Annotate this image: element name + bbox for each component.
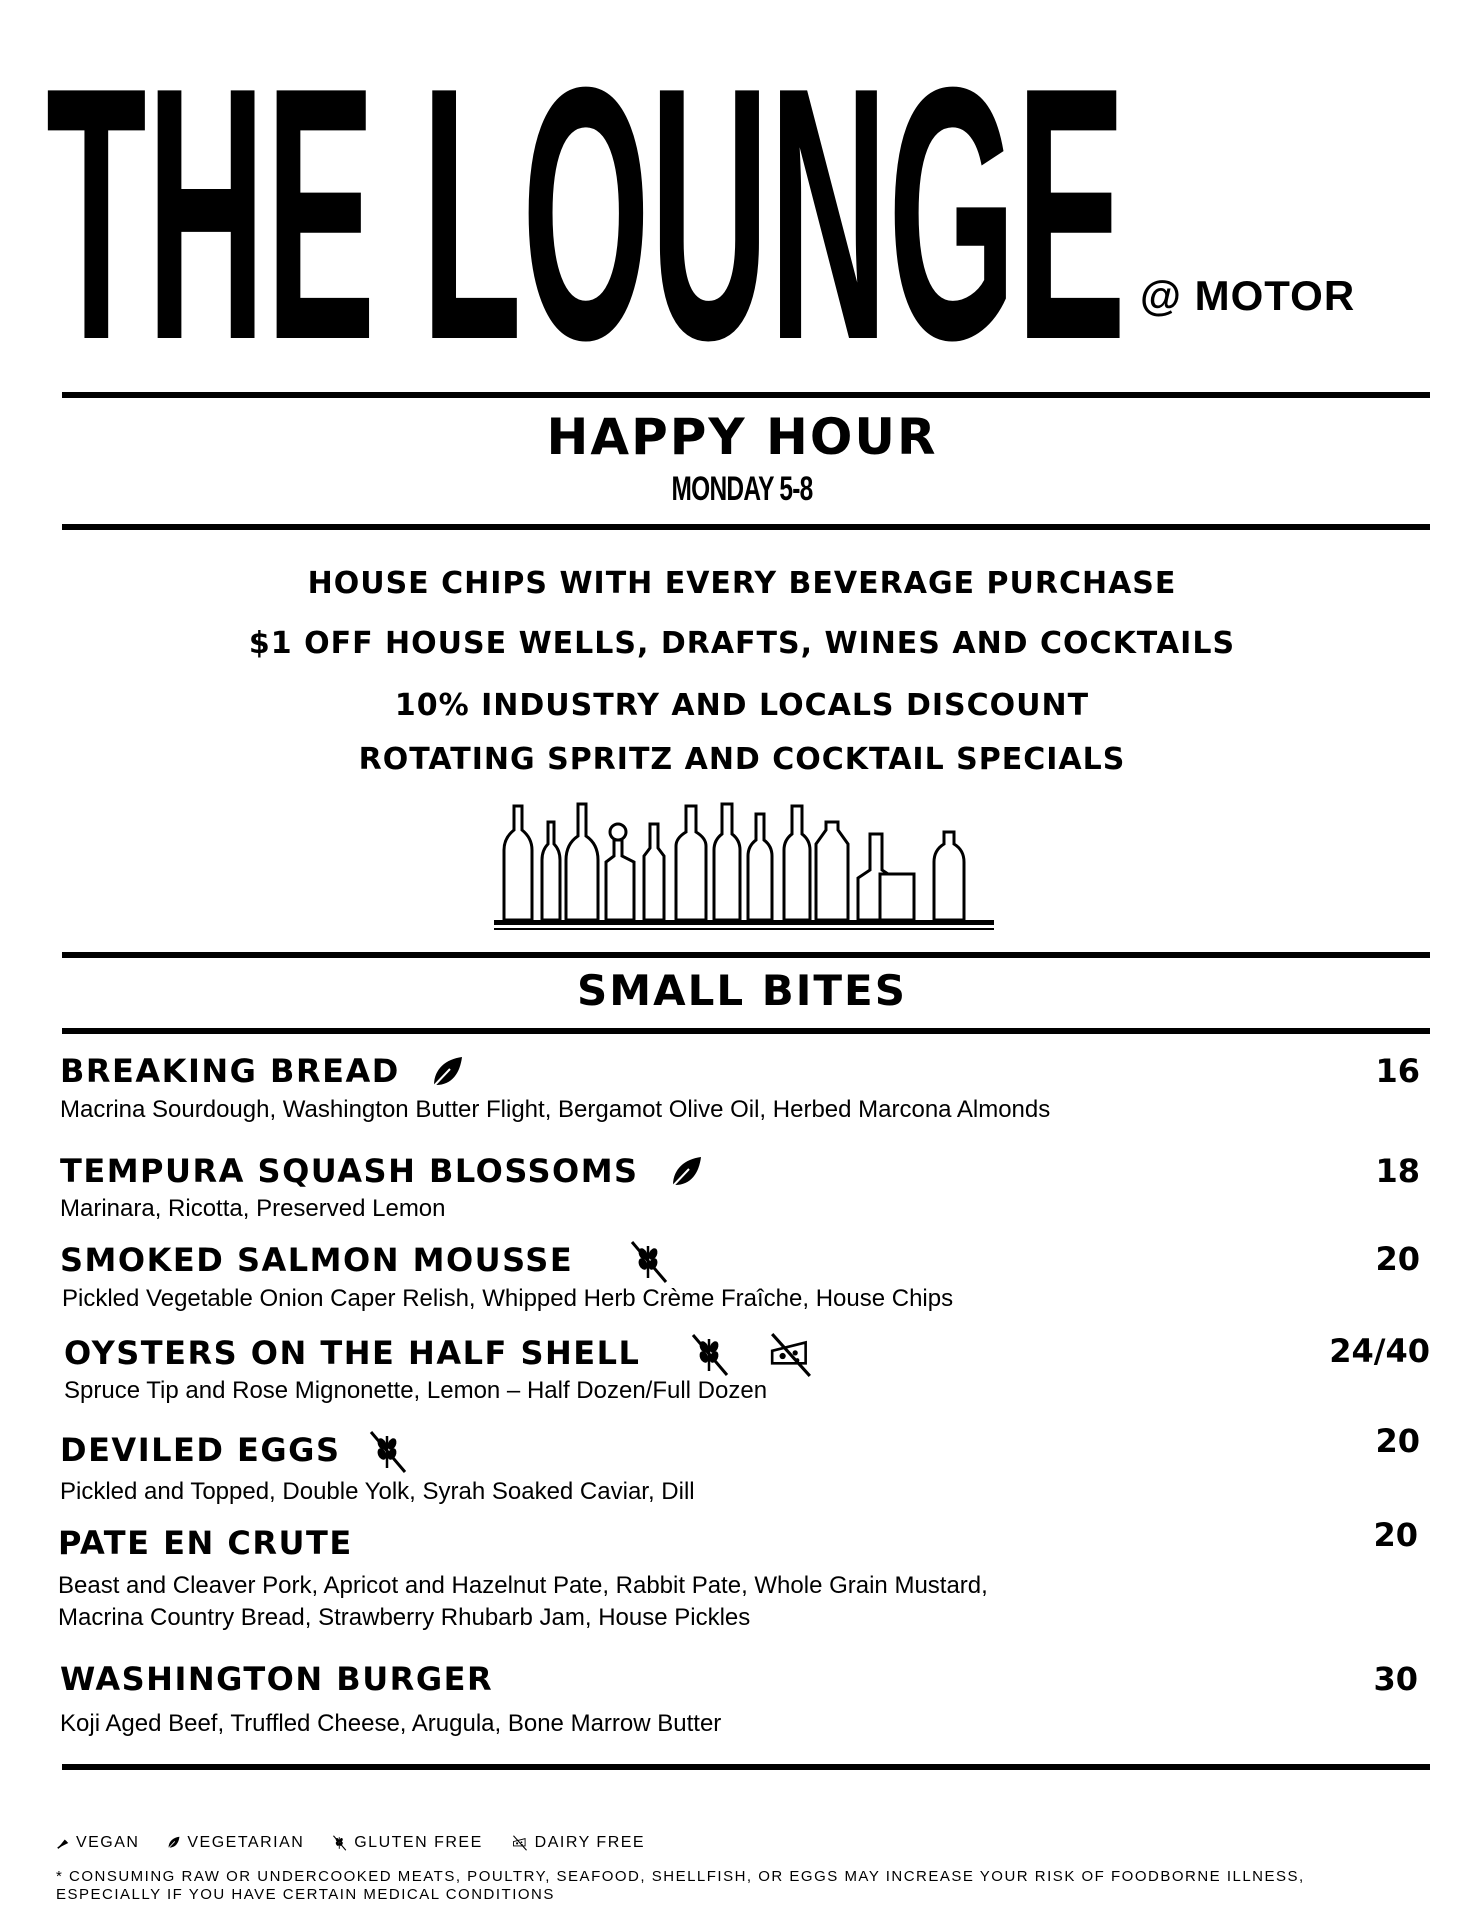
legend-gluten-free	[332, 1834, 488, 1851]
dairy-free-icon	[511, 1835, 529, 1851]
happy-hour-heading: HAPPY HOUR	[546, 408, 938, 466]
promo-line: 10% INDUSTRY AND LOCALS DISCOUNT	[394, 688, 1090, 723]
menu-item-price: 20	[1373, 1516, 1418, 1554]
promo-line: ROTATING SPRITZ AND COCKTAIL SPECIALS	[358, 742, 1126, 777]
food-safety-disclaimer	[56, 1868, 1456, 1904]
divider-small-bites	[62, 1028, 1430, 1034]
legend-dairy-free-label: DAIRY FREE	[534, 1834, 646, 1851]
menu-item-title: PATE EN CRUTE	[58, 1524, 353, 1562]
menu-item-name	[58, 1524, 353, 1562]
menu-item-title: SMOKED SALMON MOUSSE	[60, 1241, 574, 1279]
menu-item-price: 18	[1375, 1152, 1420, 1190]
divider-happy-hour	[62, 524, 1430, 530]
menu-item-title: WASHINGTON BURGER	[60, 1660, 494, 1698]
menu-item-title: DEVILED EGGS	[60, 1431, 341, 1469]
menu-item-price: 24/40	[1329, 1332, 1430, 1370]
legend-vegetarian	[167, 1834, 310, 1851]
promo-line: $1 OFF HOUSE WELLS, DRAFTS, WINES AND COCKTAILS	[248, 626, 1236, 661]
dietary-legend	[56, 1834, 667, 1852]
legend-dairy-free	[511, 1834, 645, 1851]
menu-item-name	[64, 1332, 814, 1378]
brand-logo: @ MOTOR	[1140, 272, 1356, 319]
vegan-icon	[56, 1835, 70, 1851]
menu-item-title: OYSTERS ON THE HALF SHELL	[64, 1334, 641, 1372]
menu-item-name	[60, 1240, 672, 1284]
divider-bottles	[62, 952, 1430, 958]
menu-item-description: Spruce Tip and Rose Mignonette, Lemon – Half Dozen/Full Dozen	[64, 1377, 768, 1404]
vegetarian-icon	[430, 1055, 468, 1091]
legend-vegan	[56, 1834, 145, 1851]
menu-item-price: 16	[1375, 1052, 1420, 1090]
menu-item-description: Beast and Cleaver Pork, Apricot and Hazelnut Pate, Rabbit Pate, Whole Grain Mustard,	[58, 1572, 988, 1599]
disclaimer-line: * CONSUMING RAW OR UNDERCOOKED MEATS, POULTRY, SEAFOOD, SHELLFISH, OR EGGS MAY INCREASE YOUR RISK OF FOODBORNE ILLNESS,	[56, 1868, 1305, 1885]
menu-item-title: BREAKING BREAD	[60, 1052, 400, 1090]
legend-gluten-free-label: GLUTEN FREE	[354, 1834, 483, 1851]
menu-item-description: Koji Aged Beef, Truffled Cheese, Arugula, Bone Marrow Butter	[60, 1710, 722, 1737]
gluten-free-icon	[367, 1430, 411, 1474]
menu-item-description: Macrina Country Bread, Strawberry Rhubarb Jam, House Pickles	[58, 1604, 751, 1631]
menu-item-name	[60, 1430, 411, 1474]
bottles-illustration	[494, 800, 994, 932]
menu-item-name	[60, 1052, 468, 1091]
gluten-free-icon	[628, 1240, 672, 1284]
menu-item-description: Pickled Vegetable Onion Caper Relish, Whipped Herb Crème Fraîche, House Chips	[62, 1285, 954, 1312]
lounge-title	[46, 46, 1126, 346]
menu-item-name	[60, 1152, 707, 1191]
legend-vegetarian-label: VEGETARIAN	[187, 1834, 305, 1851]
menu-item-price: 20	[1375, 1240, 1420, 1278]
menu-item-price: 20	[1375, 1422, 1420, 1460]
divider-bottom	[62, 1764, 1430, 1770]
menu-item-name	[60, 1660, 493, 1698]
lounge-title-text: THE LOUNGE	[46, 46, 1126, 346]
gluten-free-icon	[332, 1835, 348, 1851]
gluten-free-icon	[689, 1333, 733, 1377]
menu-item-description: Marinara, Ricotta, Preserved Lemon	[60, 1195, 446, 1222]
menu-item-price: 30	[1373, 1660, 1418, 1698]
small-bites-heading: SMALL BITES	[577, 966, 907, 1015]
vegetarian-icon	[669, 1155, 707, 1191]
menu-item-title: TEMPURA SQUASH BLOSSOMS	[60, 1152, 639, 1190]
promo-line: HOUSE CHIPS WITH EVERY BEVERAGE PURCHASE	[307, 566, 1177, 601]
dairy-free-icon	[768, 1332, 814, 1378]
divider-top	[62, 392, 1430, 398]
menu-item-description: Macrina Sourdough, Washington Butter Flight, Bergamot Olive Oil, Herbed Marcona Almonds	[60, 1096, 1051, 1123]
menu-item-description: Pickled and Topped, Double Yolk, Syrah Soaked Caviar, Dill	[60, 1478, 695, 1505]
disclaimer-line: ESPECIALLY IF YOU HAVE CERTAIN MEDICAL CONDITIONS	[56, 1886, 555, 1903]
vegetarian-icon	[167, 1836, 181, 1850]
legend-vegan-label: VEGAN	[75, 1834, 140, 1851]
happy-hour-schedule: MONDAY 5-8	[671, 470, 813, 508]
